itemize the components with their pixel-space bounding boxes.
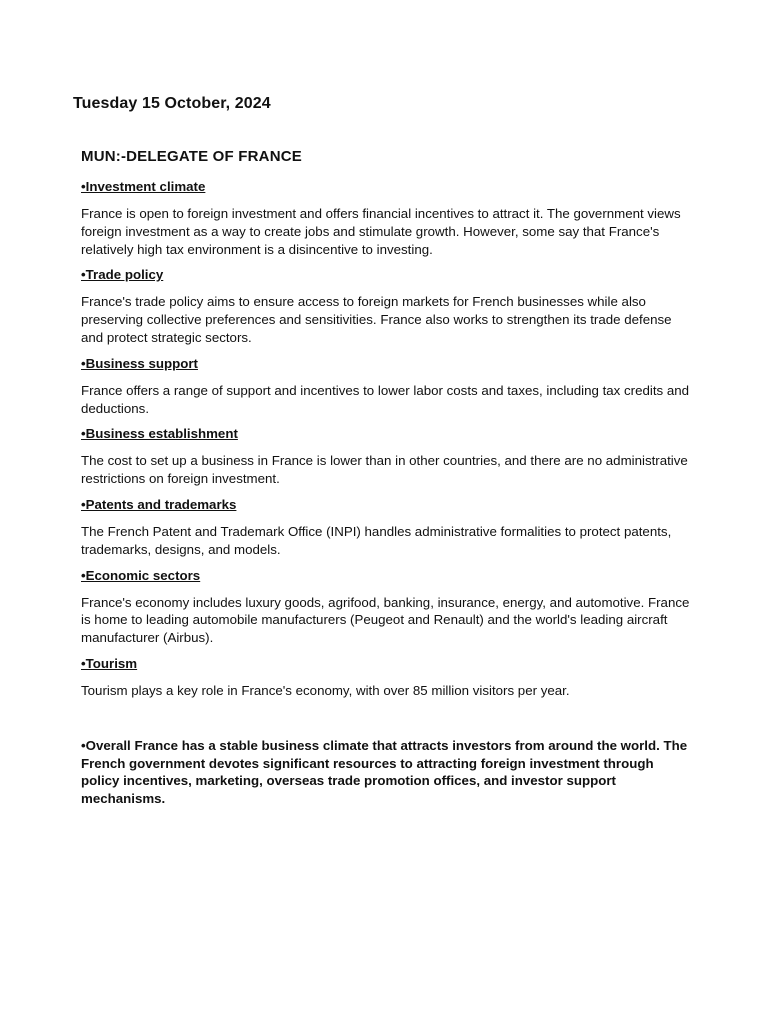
section-business-support	[81, 356, 691, 418]
section-trade-policy	[81, 267, 691, 346]
section-heading: •Business establishment	[81, 426, 238, 442]
section-body: The French Patent and Trademark Office (INPI) handles administrative formalities to protect patents, trademarks, designs, and models.	[81, 523, 672, 557]
section-body: France's trade policy aims to ensure access to foreign markets for French businesses while also preserving collective preferences and sensitivities. France also works to strengthen its trade defense and protect strategic sectors.	[81, 294, 672, 345]
document-title: MUN:-DELEGATE OF FRANCE	[81, 148, 302, 165]
section-heading: •Economic sectors	[81, 567, 201, 583]
section-heading: •Tourism	[81, 655, 138, 671]
section-body: Tourism plays a key role in France's economy, with over 85 million visitors per year.	[81, 682, 570, 698]
section-investment-climate	[81, 179, 691, 258]
section-body: France's economy includes luxury goods, agrifood, banking, insurance, energy, and automotive. France is home to leading automobile manufacturers (Peugeot and Renault) and the world's leading aircraft manufacturer (Airbus).	[81, 594, 690, 646]
section-heading: •Trade policy	[81, 267, 164, 283]
section-body: France offers a range of support and incentives to lower labor costs and taxes, including tax credits and deductions.	[81, 382, 690, 416]
section-heading: •Business support	[81, 355, 198, 371]
document-date: Tuesday 15 October, 2024	[73, 95, 271, 112]
section-tourism	[81, 656, 691, 700]
section-heading: •Investment climate	[81, 179, 206, 194]
conclusion-paragraph: •Overall France has a stable business climate that attracts investors from around the world. The French government devotes significant resources to attracting foreign investment through policy incentives, marketing, overseas trade promotion offices, and investor support mechanisms.	[81, 737, 688, 807]
section-heading: •Patents and trademarks	[81, 496, 237, 512]
document-content	[81, 148, 691, 808]
section-patents-and-trademarks	[81, 497, 691, 559]
section-economic-sectors	[81, 568, 691, 647]
section-body: The cost to set up a business in France is lower than in other countries, and there are no administrative restrictions on foreign investment.	[81, 453, 688, 487]
section-business-establishment	[81, 426, 691, 488]
section-body: France is open to foreign investment and offers financial incentives to attract it. The government views foreign investment as a way to create jobs and stimulate growth. However, some say that France's relatively high tax environment is a disincentive to investing.	[81, 206, 681, 257]
